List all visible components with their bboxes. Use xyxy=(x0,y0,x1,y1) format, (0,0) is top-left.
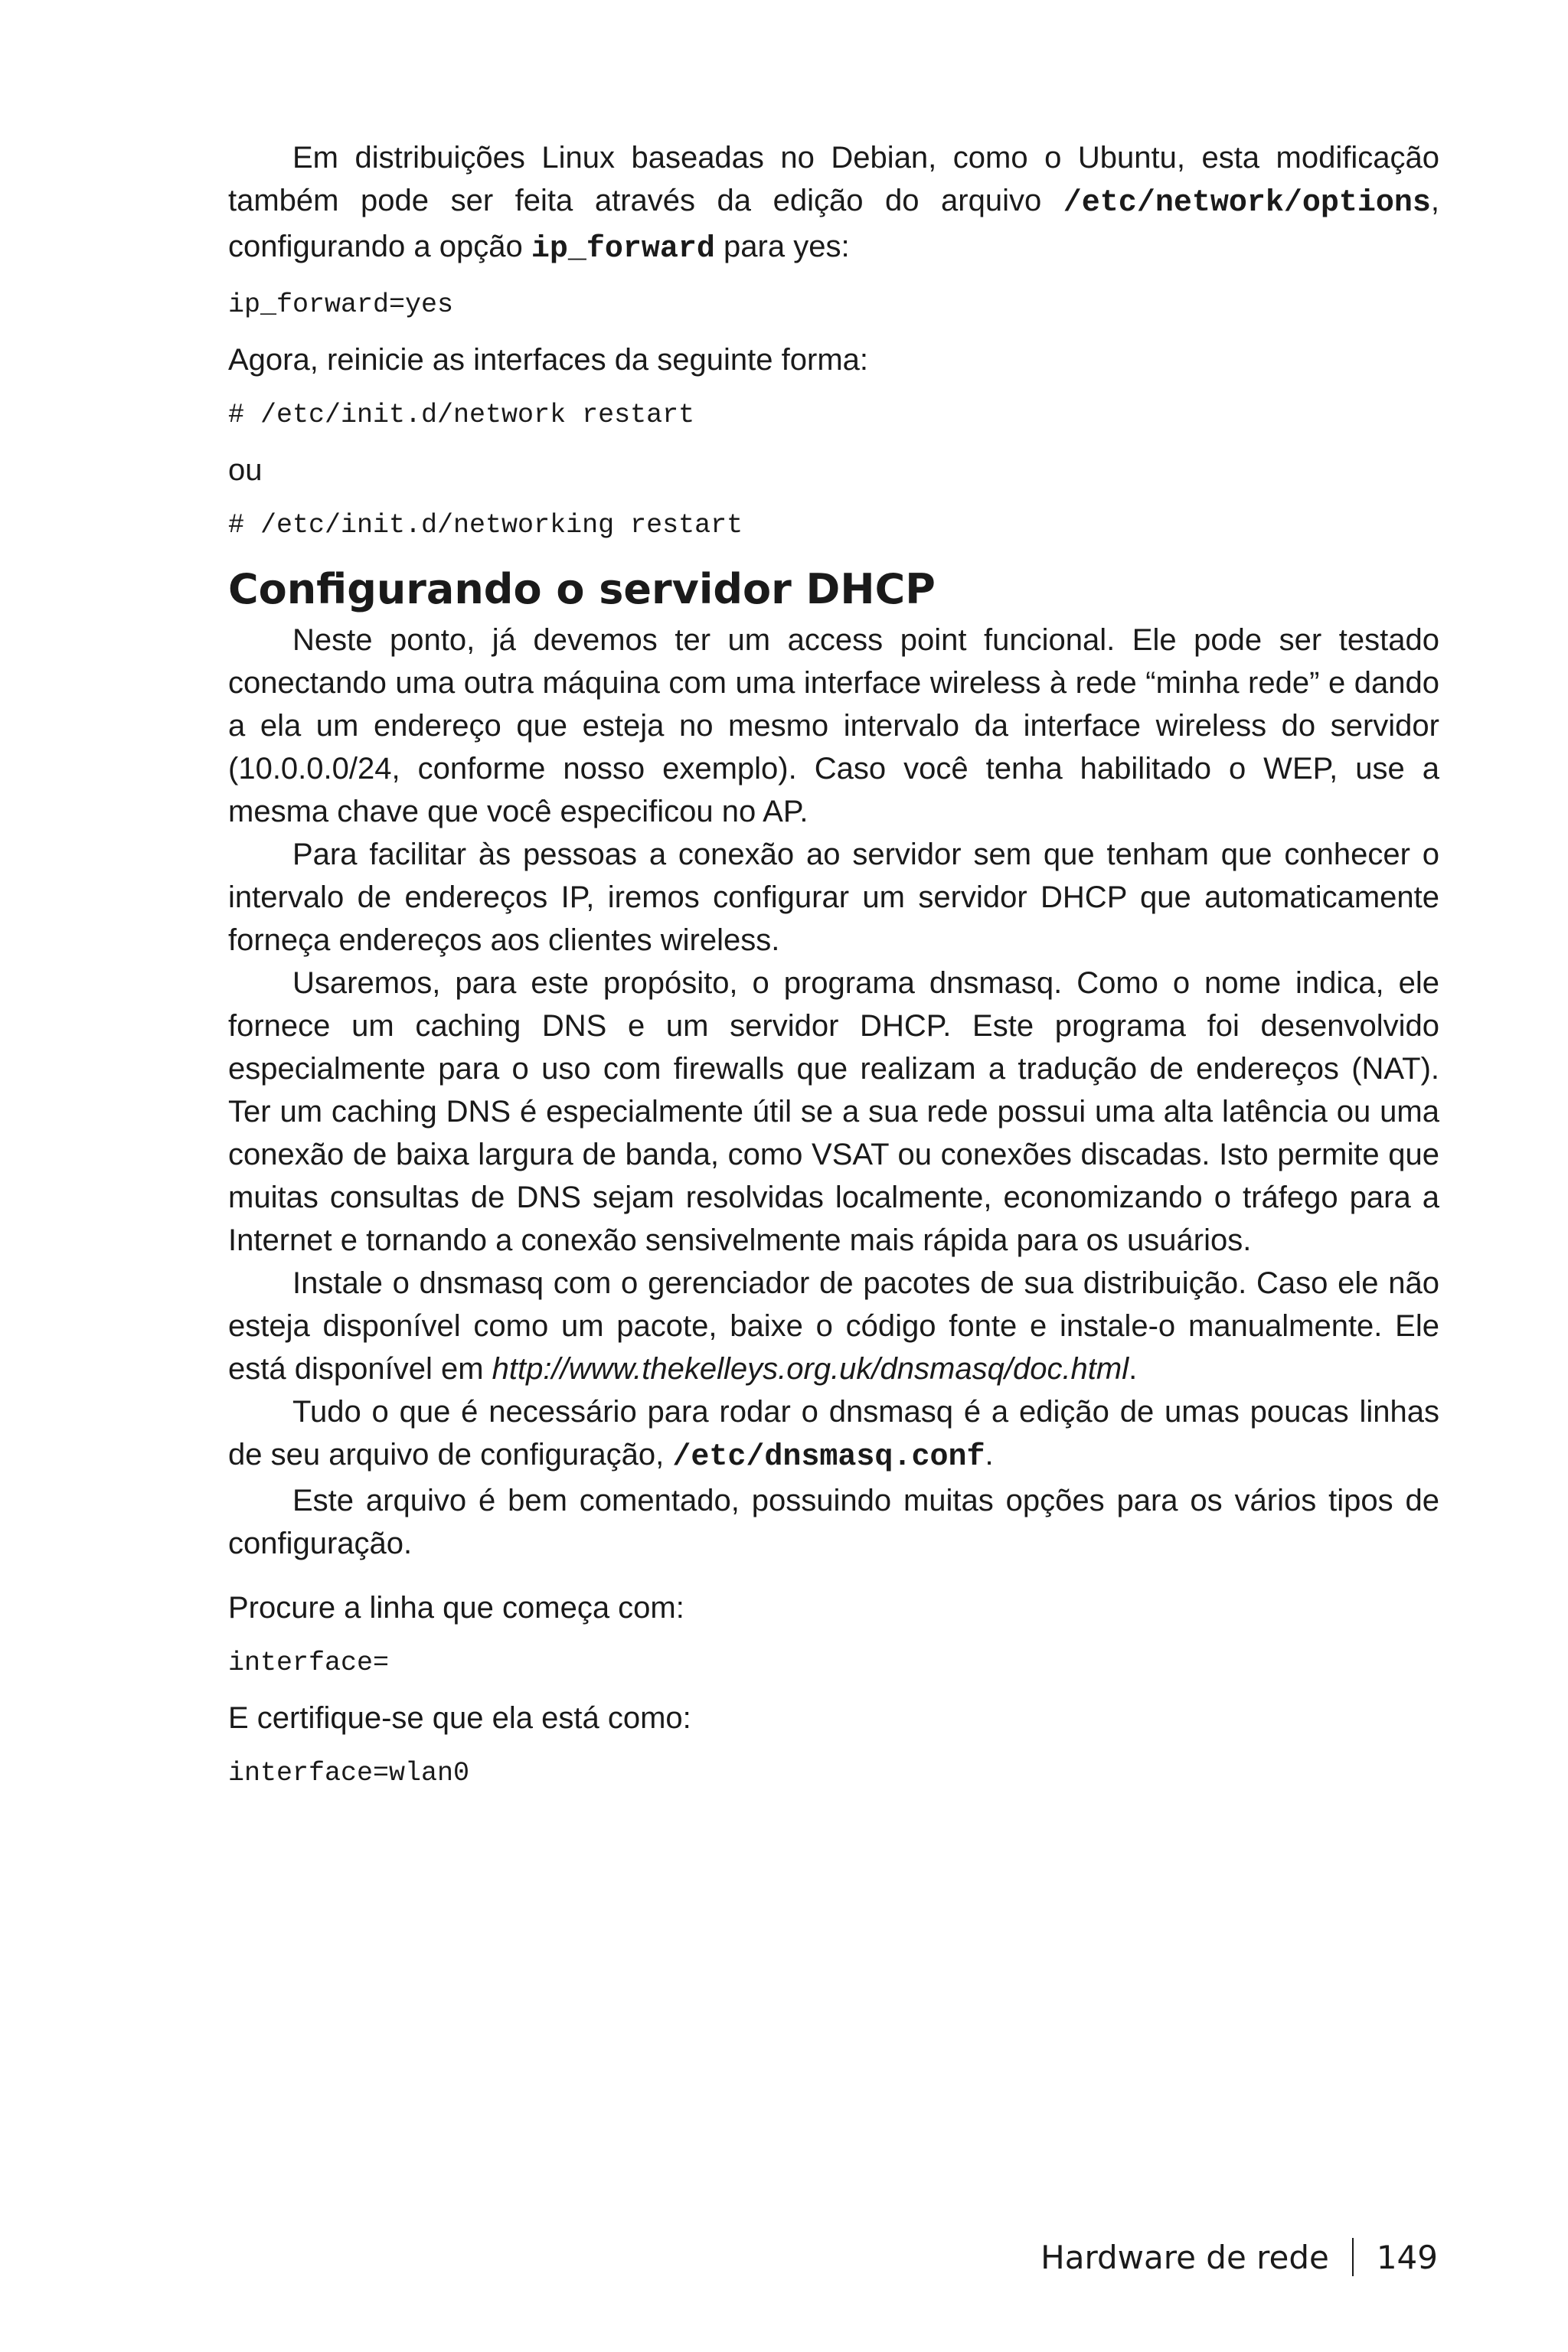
paragraph-text: . xyxy=(985,1438,994,1472)
code-line-networking-restart: # /etc/init.d/networking restart xyxy=(228,510,743,541)
paragraph-or: ou xyxy=(228,453,263,487)
paragraph-install-dnsmasq xyxy=(228,1262,1439,1390)
paragraph-commented-file: Este arquivo é bem comentado, possuindo muitas opções para os vários tipos de configuração. xyxy=(228,1484,1439,1560)
paragraph-dhcp-purpose: Para facilitar às pessoas a conexão ao servidor sem que tenham que conhecer o intervalo de endereços IP, iremos configurar um servidor DHCP que automaticamente forneça endereços aos clientes wireless. xyxy=(228,838,1439,957)
paragraph-ip-forward xyxy=(228,136,1439,271)
paragraph-restart-intro: Agora, reinicie as interfaces da seguinte forma: xyxy=(228,343,868,377)
paragraph-text: . xyxy=(1129,1352,1138,1386)
paragraph-text: para yes: xyxy=(714,230,850,263)
inline-code-option: ip_forward xyxy=(531,232,715,266)
section-heading: Configurando o servidor DHCP xyxy=(228,565,936,613)
inline-code-config-path: /etc/dnsmasq.conf xyxy=(672,1440,985,1475)
paragraph-text: Tudo o que é necessário para rodar o dnsmasq é a edição de umas poucas linhas de seu arquivo de configuração, xyxy=(228,1395,1439,1472)
footer-divider xyxy=(1352,2238,1354,2276)
paragraph-text: Instale o dnsmasq com o gerenciador de pacotes de sua distribuição. Caso ele não esteja disponível como um pacote, baixe o código fonte e instale-o manualmente. Ele está disponível em xyxy=(228,1266,1439,1386)
code-line-network-restart: # /etc/init.d/network restart xyxy=(228,400,695,430)
paragraph-text: , configurando a opção xyxy=(228,184,1439,263)
code-line-interface-wlan0: interface=wlan0 xyxy=(228,1758,470,1788)
inline-code-path: /etc/network/options xyxy=(1063,186,1431,220)
page-number: 149 xyxy=(1376,2238,1438,2276)
code-line-interface: interface= xyxy=(228,1648,390,1678)
paragraph-make-sure: E certifique-se que ela está como: xyxy=(228,1701,691,1735)
paragraph-find-line: Procure a linha que começa com: xyxy=(228,1591,684,1625)
running-footer-title: Hardware de rede xyxy=(1040,2238,1329,2276)
code-line-ip-forward: ip_forward=yes xyxy=(228,289,454,320)
paragraph-access-point: Neste ponto, já devemos ter um access point funcional. Ele pode ser testado conectando uma outra máquina com uma interface wireless à rede “minha rede” e dando a ela um endereço que esteja no mesmo intervalo da interface wireless do servidor (10.0.0.0/24, conforme nosso exemplo). Caso você tenha habilitado o WEP, use a mesma chave que você especificou no AP. xyxy=(228,623,1439,828)
paragraph-text: Em distribuições Linux baseadas no Debian, como o Ubuntu, esta modificação também pode ser feita através da edição do arquivo xyxy=(228,141,1439,217)
page-content xyxy=(228,136,1439,1792)
page-footer xyxy=(1040,2234,1438,2280)
paragraph-config-file xyxy=(228,1390,1439,1479)
paragraph-dnsmasq-intro: Usaremos, para este propósito, o programa dnsmasq. Como o nome indica, ele fornece um caching DNS e um servidor DHCP. Este programa foi desenvolvido especialmente para o uso com firewalls que realizam a tradução de endereços (NAT). Ter um caching DNS é especialmente útil se a sua rede possui uma alta latência ou uma conexão de baixa largura de banda, como VSAT ou conexões discadas. Isto permite que muitas consultas de DNS sejam resolvidas localmente, economizando o tráfego para a Internet e tornando a conexão sensivelmente mais rápida para os usuários. xyxy=(228,966,1439,1257)
dnsmasq-url: http://www.thekelleys.org.uk/dnsmasq/doc.html xyxy=(492,1352,1129,1386)
